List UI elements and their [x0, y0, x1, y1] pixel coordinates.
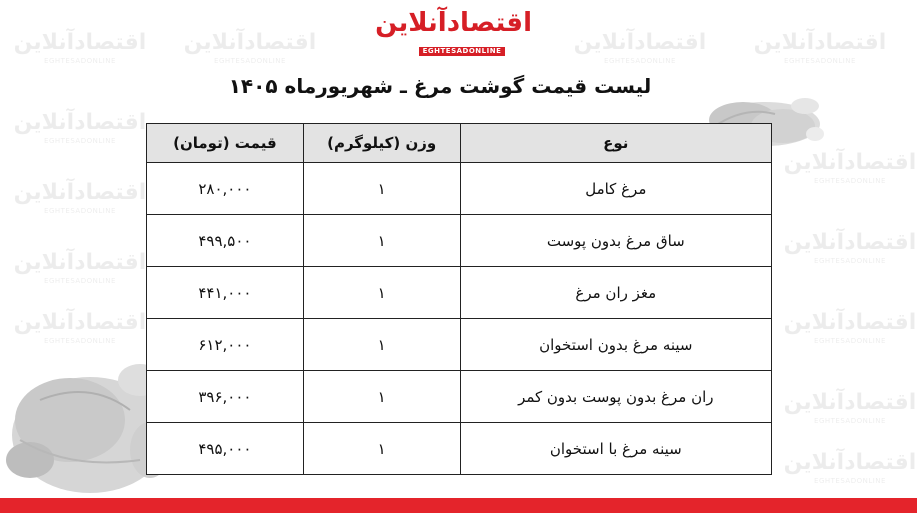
watermark: اقتصادآنلاین EGHTESADONLINE	[13, 30, 147, 65]
cell-price: ۴۹۵,۰۰۰	[147, 423, 304, 475]
cell-price: ۳۹۶,۰۰۰	[147, 371, 304, 423]
brand-logo	[375, 8, 532, 55]
header-weight: وزن (کیلوگرم)	[303, 124, 460, 163]
cell-type: سینه مرغ بدون استخوان	[460, 319, 771, 371]
watermark: اقتصادآنلاین EGHTESADONLINE	[573, 30, 707, 65]
cell-weight: ۱	[303, 423, 460, 475]
cell-type: ران مرغ بدون پوست بدون کمر	[460, 371, 771, 423]
cell-type: ساق مرغ بدون پوست	[460, 215, 771, 267]
cell-type: مغز ران مرغ	[460, 267, 771, 319]
cell-weight: ۱	[303, 163, 460, 215]
watermark: اقتصادآنلاین EGHTESADONLINE	[13, 110, 147, 145]
watermark: اقتصادآنلاین EGHTESADONLINE	[183, 30, 317, 65]
cell-type: مرغ کامل	[460, 163, 771, 215]
footer-bar	[0, 498, 917, 513]
header-type: نوع	[460, 124, 771, 163]
page-title: لیست قیمت گوشت مرغ ـ شهریورماه ۱۴۰۵	[228, 74, 652, 98]
table-row	[147, 423, 772, 475]
cell-price: ۲۸۰,۰۰۰	[147, 163, 304, 215]
header-price: قیمت (تومان)	[147, 124, 304, 163]
cell-price: ۴۹۹,۵۰۰	[147, 215, 304, 267]
cell-price: ۴۴۱,۰۰۰	[147, 267, 304, 319]
logo-subtext: EGHTESADONLINE	[419, 47, 506, 56]
table-row	[147, 319, 772, 371]
cell-price: ۶۱۲,۰۰۰	[147, 319, 304, 371]
table-row	[147, 215, 772, 267]
watermark: اقتصادآنلاین EGHTESADONLINE	[753, 30, 887, 65]
watermark: اقتصادآنلاین EGHTESADONLINE	[783, 150, 917, 185]
table-row	[147, 267, 772, 319]
table-header-row	[147, 124, 772, 163]
cell-weight: ۱	[303, 371, 460, 423]
logo-text: اقتصادآنلاین	[375, 8, 532, 38]
cell-weight: ۱	[303, 267, 460, 319]
watermark: اقتصادآنلاین EGHTESADONLINE	[13, 250, 147, 285]
watermark: اقتصادآنلاین EGHTESADONLINE	[13, 180, 147, 215]
watermark: اقتصادآنلاین EGHTESADONLINE	[13, 310, 147, 345]
cell-type: سینه مرغ با استخوان	[460, 423, 771, 475]
table-row	[147, 371, 772, 423]
price-table	[146, 123, 772, 475]
cell-weight: ۱	[303, 215, 460, 267]
watermark: اقتصادآنلاین EGHTESADONLINE	[783, 230, 917, 265]
table-row	[147, 163, 772, 215]
watermark: اقتصادآنلاین EGHTESADONLINE	[783, 310, 917, 345]
watermark: اقتصادآنلاین EGHTESADONLINE	[783, 450, 917, 485]
watermark: اقتصادآنلاین EGHTESADONLINE	[783, 390, 917, 425]
cell-weight: ۱	[303, 319, 460, 371]
